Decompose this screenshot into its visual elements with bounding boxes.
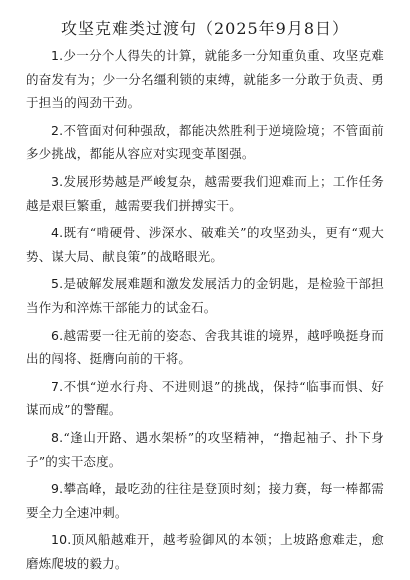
document-title: 攻坚克难类过渡句（2025年9月8日）	[60, 19, 350, 38]
item-number: 5.	[51, 276, 64, 292]
list-item	[26, 272, 384, 319]
item-number: 7.	[51, 378, 64, 394]
item-number: 2.	[51, 122, 64, 138]
item-text: 顶风船越难开，越考验御风的本领；上坡路愈难走，愈磨炼爬坡的毅力。	[26, 532, 384, 571]
item-text: 不管面对何种强敌，都能决然胜利于逆境险境；不管面前多少挑战，都能从容应对实现变革图强。	[26, 122, 384, 162]
list-item	[26, 44, 384, 115]
list-item	[26, 477, 384, 524]
item-text: 发展形势越是严峻复杂，越需要我们迎难而上；工作任务越是艰巨繁重，越需要我们拼搏实干。	[26, 173, 384, 213]
item-text: 攀高峰，最吃劲的往往是登顶时刻；接力赛，每一棒都需要全力全速冲刺。	[26, 481, 384, 520]
item-text: 少一分个人得失的计算，就能多一分知重负重、攻坚克难的奋发有为；少一分名缰利锁的束缚，就能多一分敢于负责、勇于担当的闯劲干劲。	[26, 48, 384, 111]
item-text: 越需要一往无前的姿态、舍我其谁的境界，越呼唤挺身而出的闯将、挺膺向前的干将。	[26, 327, 384, 367]
item-text: 是破解发展难题和激发发展活力的金钥匙，是检验干部担当作为和淬炼干部能力的试金石。	[26, 276, 384, 315]
list-item	[26, 426, 384, 473]
item-number: 9.	[51, 481, 64, 497]
list-item	[26, 528, 384, 575]
list-item	[26, 170, 384, 217]
item-number: 1.	[51, 48, 64, 63]
item-text: 既有“啃硬骨、涉深水、破难关”的攻坚劲头，更有“观大势、谋大局、献良策”的战略眼光。	[26, 225, 384, 264]
item-number: 10.	[51, 532, 72, 548]
list-item	[26, 324, 384, 371]
item-number: 4.	[51, 225, 64, 241]
list-item	[26, 119, 384, 166]
sentence-list	[26, 44, 384, 575]
item-number: 3.	[51, 173, 64, 189]
item-number: 8.	[51, 429, 64, 445]
list-item	[26, 221, 384, 268]
item-number: 6.	[51, 327, 64, 343]
item-text: “逢山开路、遇水架桥”的攻坚精神，“撸起袖子、扑下身子”的实干态度。	[26, 429, 384, 469]
item-text: 不惧“逆水行舟、不进则退”的挑战，保持“临事而惧、好谋而成”的警醒。	[26, 378, 384, 418]
list-item	[26, 375, 384, 422]
